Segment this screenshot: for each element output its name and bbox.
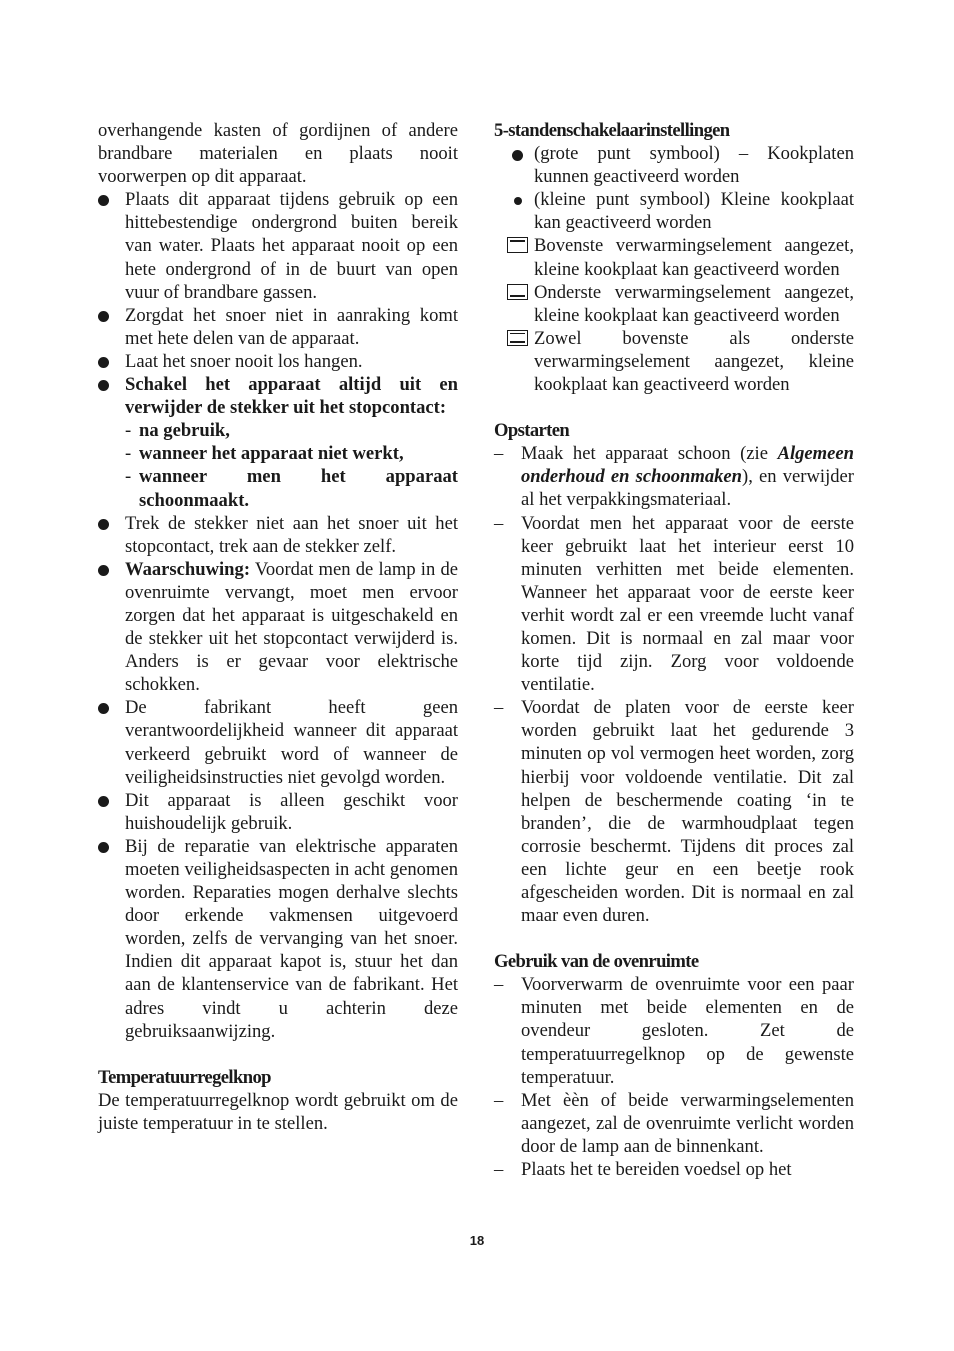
dash-list-item: – Plaats het te bereiden voedsel op het bbox=[494, 1159, 792, 1181]
warning-label: Waarschuwing: bbox=[125, 558, 251, 580]
setting-text: Bovenste verwarmingselement aangezet, kleine kookplaat kan geactiveerd worden bbox=[534, 235, 854, 280]
dash-list-item: – Voordat de platen voor de eerste keer worden gebruikt laat het gedurende 3 minuten op vol vermogen heet worden, zorg hierbij voor voldoende ventilatie. Dit zal helpen de beschermende coating ‘in te branden’, die de warmhoudplaat tegen corrosie beschermt. Tijdens dit proces zal een lichte geur en een beetje rook afgescheiden worden. Dit is normaal en zal maar even duren. bbox=[494, 697, 854, 927]
both-heating-icon bbox=[507, 330, 528, 346]
oven-use-heading: Gebruik van de ovenruimte bbox=[494, 951, 699, 973]
bullet-text: De fabrikant heeft geen verantwoordelijkheid wanneer dit apparaat verkeerd gebruikt word of wanneer de veiligheidsinstructies niet gevolgd worden. bbox=[125, 697, 458, 788]
setting-text: (kleine punt symbool) Kleine kookplaat kan geactiveerd worden bbox=[534, 189, 854, 234]
list-item bbox=[98, 789, 458, 835]
bottom-heating-icon bbox=[507, 284, 528, 300]
sub-list-item: - wanneer men het apparaat schoonmaakt. bbox=[125, 466, 458, 511]
right-column bbox=[494, 119, 854, 1181]
left-column bbox=[98, 119, 458, 1135]
list-item bbox=[98, 835, 458, 1043]
bullet-text: Laat het snoer nooit los hangen. bbox=[125, 350, 363, 372]
dash-list-item: – Met èèn of beide verwarmingselementen aangezet, zal de ovenruimte verlicht worden door de lamp aan de binnenkant. bbox=[494, 1089, 854, 1157]
list-item bbox=[98, 304, 458, 350]
bullet-text: Bij de reparatie van elektrische apparaten moeten veiligheidsaspecten in acht genomen worden. Reparaties mogen derhalve slechts door erkende vakmensen uitgevoerd worden, zelfs de vervanging van het snoer. Indien dit apparaat kapot is, stuur het dan aan de klantenservice van de fabrikant. Het adres vindt u achterin deze gebruiksaanwijzing. bbox=[125, 835, 458, 1042]
dash-list-item: – Maak het apparaat schoon (zie Algemeen onderhoud en schoonmaken), en verwijder al het verpakkingsmateriaal. bbox=[494, 443, 854, 511]
bullet-icon bbox=[98, 380, 109, 391]
bullet-icon bbox=[98, 195, 109, 206]
dash-list-item: – Voordat men het apparaat voor de eerste keer gebruikt laat het interieur eerst 10 minuten verhitten met beide elementen. Wanneer het apparaat voor de eerste keer verhit wordt zal er een vreemde lucht vanaf komen. Dit is normaal en zal maar voor korte tijd zijn. Zorg voor voldoende ventilatie. bbox=[494, 512, 854, 696]
bullet-icon bbox=[98, 796, 109, 807]
sub-list-item: - wanneer het apparaat niet werkt, bbox=[125, 443, 404, 465]
intro-paragraph: overhangende kasten of gordijnen of andere brandbare materialen en plaats nooit voorwerpen op dit apparaat. bbox=[98, 120, 458, 188]
bullet-text: Schakel het apparaat altijd uit en verwijder de stekker uit het stopcontact: bbox=[125, 374, 458, 419]
switch-setting-item bbox=[494, 142, 854, 188]
bullet-icon bbox=[98, 519, 109, 530]
top-heating-icon bbox=[507, 237, 528, 253]
setting-text: Onderste verwarmingselement aangezet, kleine kookplaat kan geactiveerd worden bbox=[534, 281, 854, 326]
page-number: 18 bbox=[469, 1233, 485, 1248]
list-item bbox=[98, 350, 458, 373]
sub-item-text: na gebruik, bbox=[139, 420, 230, 442]
bullet-icon bbox=[98, 311, 109, 322]
sub-item-text: wanneer men het apparaat schoonmaakt. bbox=[139, 466, 458, 511]
switch-setting-item bbox=[494, 327, 854, 396]
small-dot-icon bbox=[514, 197, 522, 205]
bullet-text: Zorgdat het snoer niet in aanraking komt met hete delen van de apparaat. bbox=[125, 304, 458, 349]
list-item bbox=[98, 558, 458, 697]
switch-setting-item bbox=[494, 188, 854, 234]
bullet-icon bbox=[98, 842, 109, 853]
switch-setting-item bbox=[494, 234, 854, 280]
list-item bbox=[98, 696, 458, 788]
bullet-text: Voordat men de lamp in de ovenruimte vervangt, moet men ervoor zorgen dat het apparaat is uitgeschakeld en de stekker uit het stopcontact verwijderd is. Anders is er gevaar voor elektrische schokken. bbox=[125, 558, 458, 696]
bullet-text: Trek de stekker niet aan het snoer uit het stopcontact, trek aan de stekker zelf. bbox=[125, 512, 458, 557]
temperature-heading: Temperatuurregelknop bbox=[98, 1066, 271, 1088]
bullet-text: Dit apparaat is alleen geschikt voor huishoudelijk gebruik. bbox=[125, 789, 458, 834]
setting-text: (grote punt symbool) – Kookplaten kunnen geactiveerd worden bbox=[534, 143, 854, 188]
sub-list-item: - na gebruik, bbox=[125, 420, 230, 442]
bullet-icon bbox=[98, 703, 109, 714]
list-item bbox=[98, 512, 458, 558]
dash-list-item: – Voorverwarm de ovenruimte voor een paar minuten met beide elementen en de ovendeur gesloten. Zet de temperatuurregelknop op de gewenste temperatuur. bbox=[494, 974, 854, 1088]
bullet-icon bbox=[98, 565, 109, 576]
temperature-text: De temperatuurregelknop wordt gebruikt om de juiste temperatuur in te stellen. bbox=[98, 1089, 458, 1134]
switch-settings-heading: 5-standenschakelaarinstellingen bbox=[494, 120, 730, 141]
list-item bbox=[98, 188, 458, 303]
list-item bbox=[98, 373, 458, 419]
sub-item-text: wanneer het apparaat niet werkt, bbox=[139, 443, 404, 465]
setting-text: Zowel bovenste als onderste verwarmingselement aangezet, kleine kookplaat kan geactiveerd worden bbox=[534, 327, 854, 396]
large-dot-icon bbox=[512, 150, 523, 161]
switch-setting-item bbox=[494, 281, 854, 327]
start-heading: Opstarten bbox=[494, 420, 570, 442]
bullet-text: Plaats dit apparaat tijdens gebruik op een hittebestendige ondergrond buiten bereik van water. Plaats het apparaat nooit op een hete ondergrond of in de buurt van open vuur of brandbare gassen. bbox=[125, 189, 458, 303]
bullet-icon bbox=[98, 357, 109, 368]
reference-link-text: Algemeen onderhoud en schoonmaken bbox=[521, 443, 854, 488]
